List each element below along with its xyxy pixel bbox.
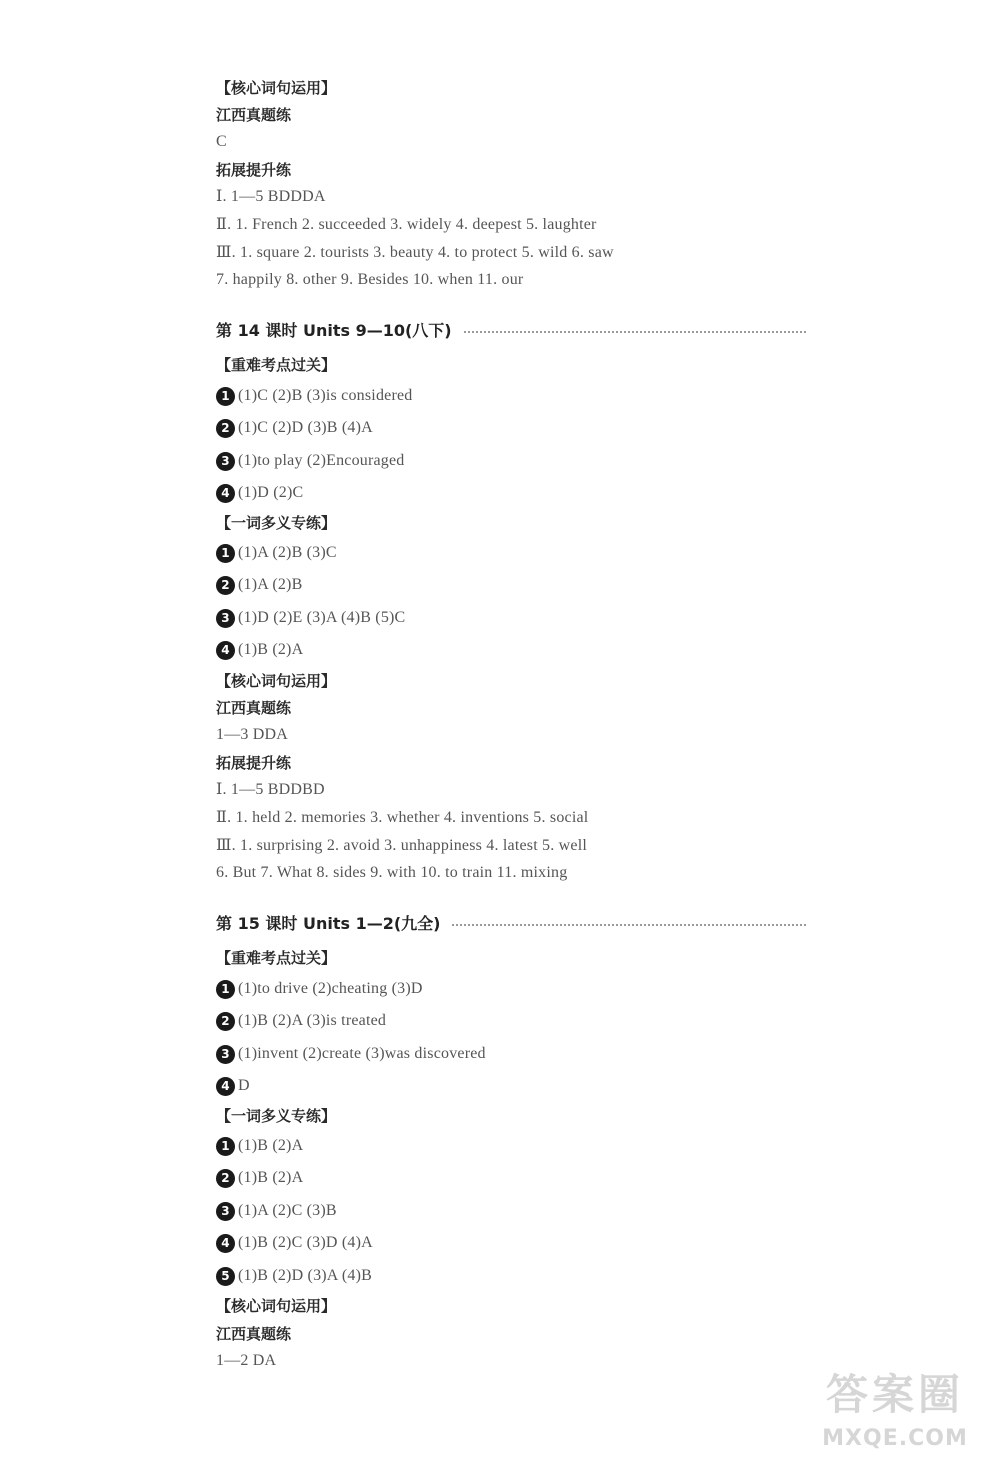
answer-line: 1—2 DA [216, 1352, 277, 1369]
numbered-answer: 2 (1)B (2)A (3)is treated [216, 1011, 386, 1031]
circled-number-icon: 1 [216, 544, 235, 563]
circled-number-icon: 4 [216, 1077, 235, 1096]
circled-number-icon: 2 [216, 419, 235, 438]
answer-line: Ⅰ. 1—5 BDDBD [216, 781, 325, 798]
circled-number-icon: 2 [216, 1012, 235, 1031]
answer-line: 6. But 7. What 8. sides 9. with 10. to train 11. mixing [216, 864, 568, 881]
section-heading-core-usage: 【核心词句运用】 [216, 1297, 337, 1315]
subheading-jiangxi-practice: 江西真题练 [216, 106, 292, 124]
answer-line: Ⅱ. 1. held 2. memories 3. whether 4. inventions 5. social [216, 809, 589, 826]
subheading-jiangxi-practice: 江西真题练 [216, 699, 292, 717]
subheading-extension-practice: 拓展提升练 [216, 161, 292, 179]
lesson-15-title [216, 911, 806, 933]
numbered-answer: 4 D [216, 1076, 250, 1096]
numbered-answer: 4 (1)B (2)C (3)D (4)A [216, 1233, 373, 1253]
circled-number-icon: 1 [216, 387, 235, 406]
answer-line: Ⅲ. 1. square 2. tourists 3. beauty 4. to protect 5. wild 6. saw [216, 244, 614, 261]
numbered-answer: 2 (1)B (2)A [216, 1168, 303, 1188]
numbered-answer: 3 (1)D (2)E (3)A (4)B (5)C [216, 608, 405, 628]
numbered-answer: 1 (1)to drive (2)cheating (3)D [216, 979, 423, 999]
numbered-answer: 1 (1)B (2)A [216, 1136, 303, 1156]
circled-number-icon: 3 [216, 1045, 235, 1064]
answer-line: Ⅰ. 1—5 BDDDA [216, 188, 326, 205]
circled-number-icon: 1 [216, 1137, 235, 1156]
circled-number-icon: 2 [216, 576, 235, 595]
watermark-url: MXQE.COM [822, 1426, 968, 1451]
circled-number-icon: 4 [216, 1234, 235, 1253]
watermark-title: 答案圈 [825, 1370, 964, 1419]
answer-line: Ⅱ. 1. French 2. succeeded 3. widely 4. deepest 5. laughter [216, 216, 597, 233]
numbered-answer: 3 (1)to play (2)Encouraged [216, 451, 405, 471]
circled-number-icon: 3 [216, 452, 235, 471]
answer-line: Ⅲ. 1. surprising 2. avoid 3. unhappiness 4. latest 5. well [216, 837, 587, 854]
circled-number-icon: 2 [216, 1169, 235, 1188]
circled-number-icon: 4 [216, 484, 235, 503]
dotted-rule [452, 924, 806, 926]
circled-number-icon: 3 [216, 609, 235, 628]
answer-line: 7. happily 8. other 9. Besides 10. when 11. our [216, 271, 524, 288]
subheading-extension-practice: 拓展提升练 [216, 754, 292, 772]
numbered-answer: 4 (1)B (2)A [216, 640, 303, 660]
subheading-jiangxi-practice: 江西真题练 [216, 1325, 292, 1343]
numbered-answer: 5 (1)B (2)D (3)A (4)B [216, 1266, 372, 1286]
section-heading-polysemy: 【一词多义专练】 [216, 1107, 337, 1125]
watermark-logo [800, 1365, 990, 1465]
section-heading-core-usage: 【核心词句运用】 [216, 672, 337, 690]
answer-line: C [216, 133, 227, 150]
section-heading-core-usage: 【核心词句运用】 [216, 79, 337, 97]
lesson-title-text: 第 14 课时 Units 9—10(八下) [216, 320, 452, 340]
numbered-answer: 1 (1)C (2)B (3)is considered [216, 386, 413, 406]
lesson-14-title [216, 318, 806, 340]
numbered-answer: 4 (1)D (2)C [216, 483, 303, 503]
answer-line: 1—3 DDA [216, 726, 289, 743]
numbered-answer: 3 (1)invent (2)create (3)was discovered [216, 1044, 486, 1064]
dotted-rule [464, 331, 806, 333]
section-heading-key-points: 【重难考点过关】 [216, 949, 337, 967]
circled-number-icon: 3 [216, 1202, 235, 1221]
numbered-answer: 2 (1)C (2)D (3)B (4)A [216, 418, 373, 438]
lesson-title-text: 第 15 课时 Units 1—2(九全) [216, 913, 441, 933]
circled-number-icon: 5 [216, 1267, 235, 1286]
numbered-answer: 2 (1)A (2)B [216, 575, 302, 595]
circled-number-icon: 4 [216, 641, 235, 660]
numbered-answer: 3 (1)A (2)C (3)B [216, 1201, 337, 1221]
circled-number-icon: 1 [216, 980, 235, 999]
section-heading-polysemy: 【一词多义专练】 [216, 514, 337, 532]
section-heading-key-points: 【重难考点过关】 [216, 356, 337, 374]
numbered-answer: 1 (1)A (2)B (3)C [216, 543, 337, 563]
